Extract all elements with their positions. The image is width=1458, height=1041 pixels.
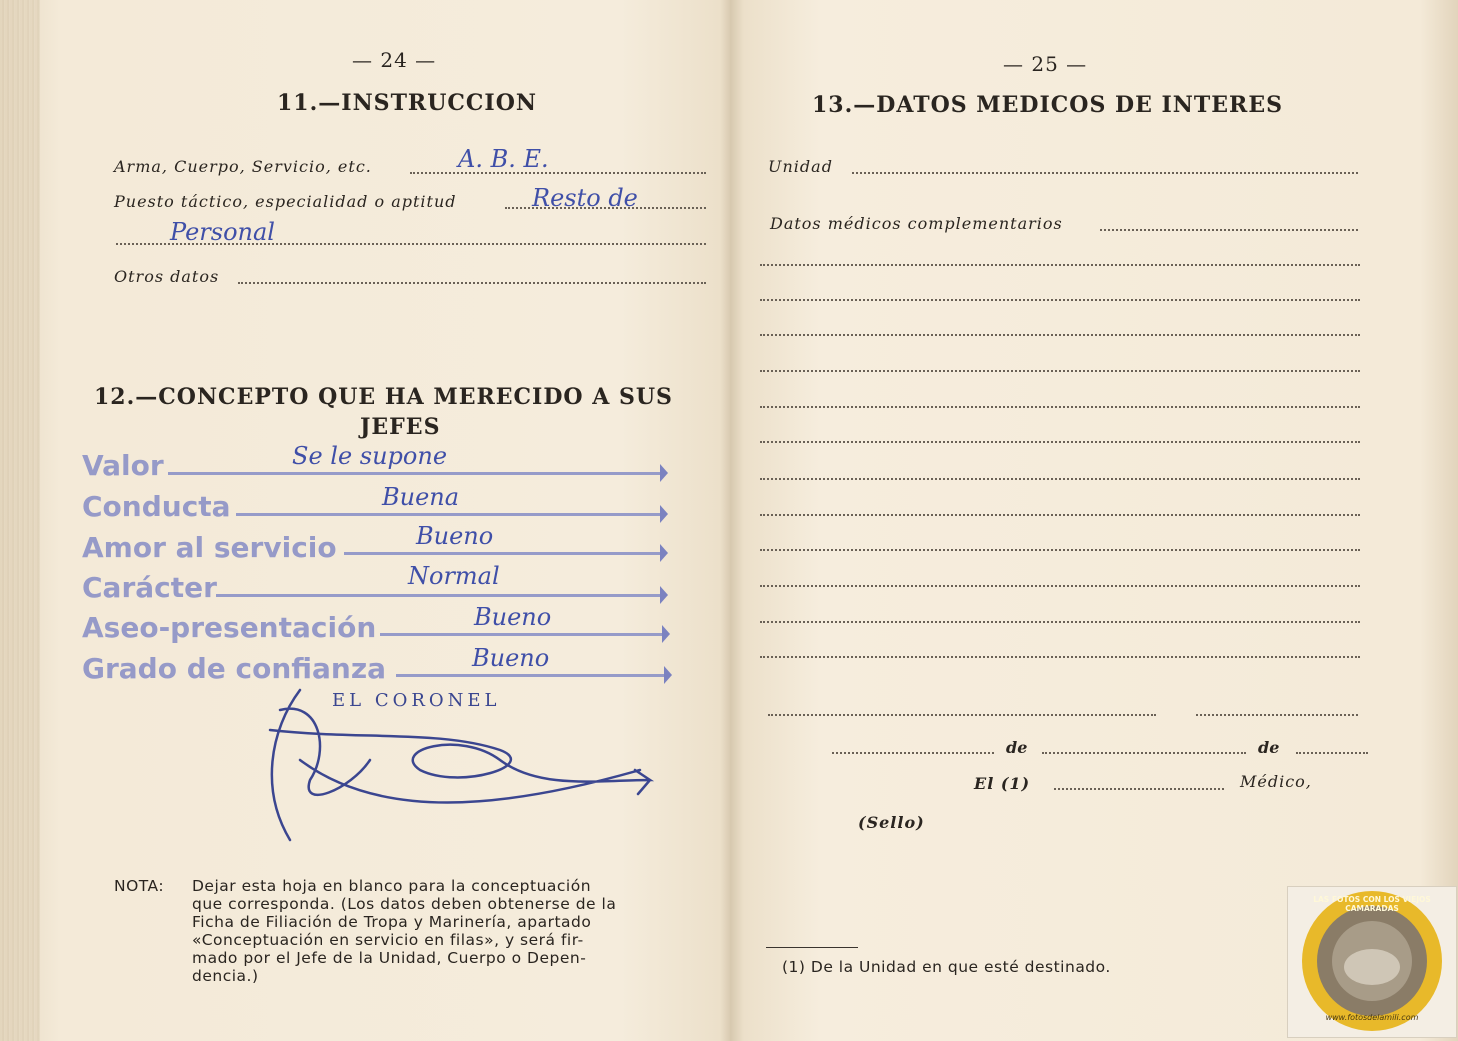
handwritten-aseo: Bueno bbox=[474, 603, 552, 631]
date-de-2: de bbox=[1258, 738, 1280, 757]
nota-line: mado por el Jefe de la Unidad, Cuerpo o Depen- bbox=[192, 949, 587, 967]
dotted-line bbox=[760, 299, 1360, 301]
signature-scribble bbox=[240, 670, 670, 850]
page-edges bbox=[0, 0, 40, 1041]
handwritten-arma: A. B. E. bbox=[458, 145, 549, 173]
stamp-label-aseo: Aseo-presentación bbox=[82, 611, 377, 644]
field-label-arma: Arma, Cuerpo, Servicio, etc. bbox=[114, 157, 372, 176]
footnote: (1) De la Unidad en que esté destinado. bbox=[782, 958, 1111, 976]
handwritten-caracter: Normal bbox=[408, 562, 500, 590]
stamp-label-caracter: Carácter bbox=[82, 571, 217, 604]
dotted-line bbox=[760, 370, 1360, 372]
stamp-label-conducta: Conducta bbox=[82, 490, 231, 523]
watermark-text: LAS FOTOS CON LOS VIEJOS CAMARADAS bbox=[1313, 895, 1431, 913]
dotted-line bbox=[1100, 229, 1358, 231]
section-13-title: 13.—DATOS MEDICOS DE INTERES bbox=[812, 92, 1283, 118]
nota-label: NOTA: bbox=[114, 877, 165, 895]
page-number-right: — 25 — bbox=[1003, 52, 1088, 76]
stamp-line bbox=[236, 513, 662, 516]
arrowhead bbox=[660, 586, 668, 604]
dotted-line bbox=[760, 621, 1360, 623]
nota-text bbox=[192, 877, 712, 985]
signature-caption: EL CORONEL bbox=[332, 690, 501, 711]
dotted-line bbox=[760, 585, 1360, 587]
dotted-line bbox=[760, 406, 1360, 408]
field-label-otros: Otros datos bbox=[114, 267, 220, 286]
stamp-line bbox=[216, 594, 662, 597]
arrowhead bbox=[660, 505, 668, 523]
nota-line: que corresponda. (Los datos deben obtenerse de la bbox=[192, 895, 617, 913]
stamp-label-valor: Valor bbox=[82, 449, 164, 482]
dotted-line bbox=[768, 714, 1156, 716]
arrowhead bbox=[662, 625, 670, 643]
dotted-line bbox=[760, 514, 1360, 516]
section-12-title: 12.—CONCEPTO QUE HA MERECIDO A SUS bbox=[94, 384, 673, 410]
date-year-line bbox=[1296, 752, 1368, 754]
section-12-title-line2: JEFES bbox=[360, 414, 441, 440]
medico-name-line bbox=[1054, 788, 1224, 790]
nota-line: dencia.) bbox=[192, 967, 259, 985]
handwritten-puesto-2: Personal bbox=[170, 218, 275, 246]
nota-line: Ficha de Filiación de Tropa y Marinería, apartado bbox=[192, 913, 592, 931]
dotted-line bbox=[410, 172, 706, 174]
watermark-url: www.fotosdelamili.com bbox=[1325, 1013, 1419, 1022]
dotted-line bbox=[760, 441, 1360, 443]
page-number-left: — 24 — bbox=[352, 48, 437, 72]
dotted-line bbox=[238, 282, 706, 284]
dotted-line bbox=[760, 334, 1360, 336]
dotted-line bbox=[760, 656, 1360, 658]
field-label-unidad: Unidad bbox=[768, 157, 833, 176]
stamp-label-confianza: Grado de confianza bbox=[82, 652, 387, 685]
watermark-logo bbox=[1287, 886, 1457, 1038]
stamp-line bbox=[344, 552, 662, 555]
dotted-line bbox=[852, 172, 1358, 174]
stamp-label-amor: Amor al servicio bbox=[82, 531, 337, 564]
field-label-datos-medicos: Datos médicos complementarios bbox=[770, 214, 1063, 233]
date-month-line bbox=[1042, 752, 1246, 754]
field-label-puesto: Puesto táctico, especialidad o aptitud bbox=[114, 192, 457, 211]
arrowhead bbox=[660, 544, 668, 562]
stamp-line bbox=[168, 472, 662, 475]
dotted-line bbox=[760, 478, 1360, 480]
handwritten-amor: Bueno bbox=[416, 522, 494, 550]
handwritten-puesto-1: Resto de bbox=[532, 184, 638, 212]
footnote-rule bbox=[766, 947, 858, 948]
handwritten-confianza: Bueno bbox=[472, 644, 550, 672]
section-11-title: 11.—INSTRUCCION bbox=[277, 90, 537, 116]
handwritten-conducta: Buena bbox=[382, 483, 460, 511]
handwritten-valor: Se le supone bbox=[292, 442, 448, 470]
stamp-line bbox=[380, 633, 662, 636]
el-label: El (1) bbox=[974, 774, 1031, 793]
arrowhead bbox=[660, 464, 668, 482]
dotted-line bbox=[760, 264, 1360, 266]
sello-label: (Sello) bbox=[858, 813, 925, 832]
dotted-line bbox=[760, 549, 1360, 551]
nota-line: «Conceptuación en servicio en filas», y será fir- bbox=[192, 931, 584, 949]
right-page bbox=[730, 0, 1458, 1041]
nota-line: Dejar esta hoja en blanco para la conceptuación bbox=[192, 877, 592, 895]
medico-label: Médico, bbox=[1240, 772, 1312, 791]
date-de-1: de bbox=[1006, 738, 1028, 757]
dotted-line bbox=[1196, 714, 1358, 716]
date-day-line bbox=[832, 752, 994, 754]
